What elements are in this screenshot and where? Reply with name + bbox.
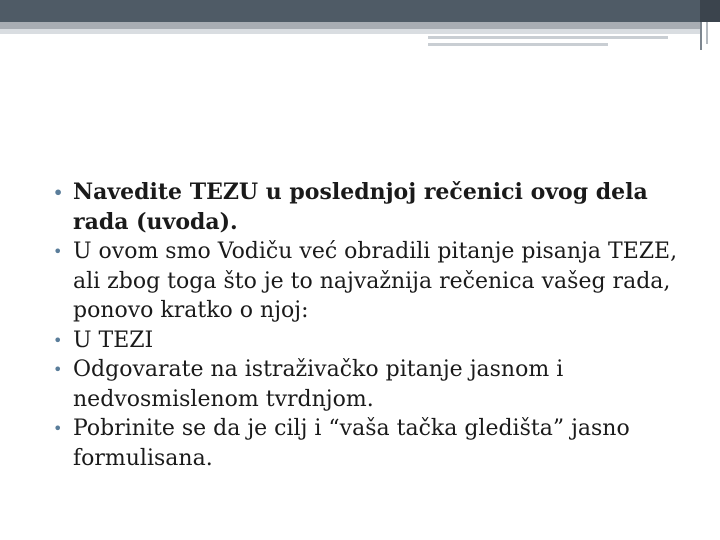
header-vertical-rule-light [706, 22, 708, 44]
bullet-icon: • [53, 330, 63, 350]
list-item [52, 355, 692, 414]
list-item [52, 178, 692, 237]
list-item [52, 414, 692, 473]
header-light-stripe [0, 29, 700, 34]
bullet-icon: • [53, 419, 63, 438]
bullet-icon: • [53, 360, 63, 379]
header-band [0, 0, 700, 22]
header-accent-line-short [428, 43, 608, 46]
slide-body [52, 178, 692, 473]
bullet-text: Odgovarate na istraživačko pitanje jasnom i nedvosmislenom tvrdnjom. [73, 357, 564, 412]
bullet-text: U TEZI [73, 327, 154, 353]
header-accent-line [428, 36, 668, 39]
header-stripe [0, 22, 700, 29]
header-corner-block [700, 0, 720, 22]
list-item [52, 326, 692, 356]
list-item [52, 237, 692, 326]
bullet-icon: • [53, 183, 64, 202]
bullet-text: U ovom smo Vodiču već obradili pitanje pisanja TEZE, ali zbog toga što je to najvažnija rečenica vašeg rada, ponovo kratko o njoj: [73, 239, 678, 323]
bullet-text: Navedite TEZU u poslednjoj rečenici ovog dela rada (uvoda). [73, 179, 648, 235]
bullet-icon: • [53, 242, 63, 261]
header-vertical-rule [700, 22, 702, 50]
bullet-text: Pobrinite se da je cilj i “vaša tačka gledišta” jasno formulisana. [73, 416, 630, 471]
bullet-list [52, 178, 692, 473]
